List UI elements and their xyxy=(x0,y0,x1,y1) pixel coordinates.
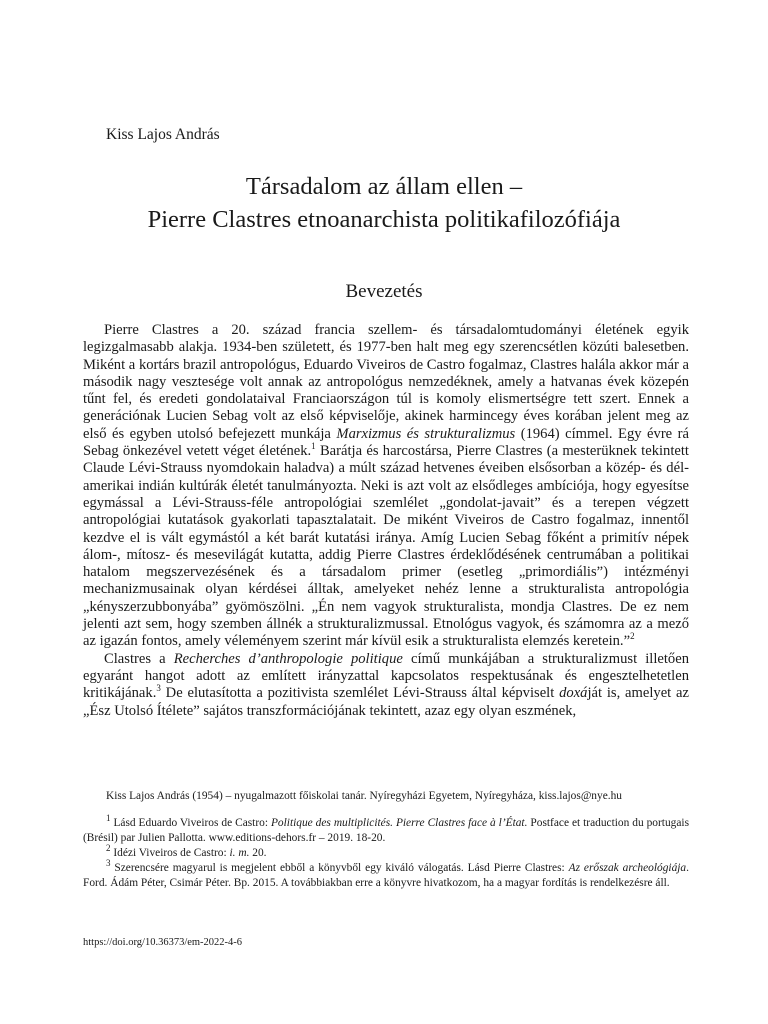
text-run: Postface et traduction du portugais (Brésil) par Julien Pallotta. www.editions-dehors.fr – 2019. 18-20. xyxy=(83,817,690,844)
article-title xyxy=(90,170,678,236)
footnote-ref[interactable]: 1 xyxy=(311,441,316,452)
text-run: című munkájában a strukturalizmust illetően egyaránt hangot adott az említett irányzattal kapcsolatos respektusának és engesztelhetetlen kritikájának. xyxy=(83,650,690,702)
text-run: (1964) címmel. Egy évre rá Sebag önkezével vetett véget életének. xyxy=(83,425,689,460)
paragraph-1 xyxy=(83,322,689,651)
author-name: Kiss Lajos András xyxy=(106,126,220,143)
text-run: Szerencsére magyarul is megjelent ebből a könyvből egy kiváló válogatás. Lásd Pierre Clastres: xyxy=(110,862,569,874)
title-line-2: Pierre Clastres etnoanarchista politikafilozófiája xyxy=(147,206,621,233)
italic-title: Recherches d’anthropologie politique xyxy=(173,650,403,667)
italic-term: doxá xyxy=(559,685,588,702)
italic-abbrev: i. m. xyxy=(229,847,250,859)
footnote-ref[interactable]: 3 xyxy=(156,683,161,694)
text-run: ját is, amelyet az „Ész Utolsó Ítélete” sajátos transzformációjának tekintett, azaz egy olyan eszmének, xyxy=(83,685,689,719)
italic-title: Az erőszak archeológiája xyxy=(568,862,687,874)
text-run: . Ford. Ádám Péter, Csimár Péter. Bp. 2015. A továbbiakban erre a könyvre hivatkozom, ha a magyar fordítás is rendelkezésre áll. xyxy=(83,862,689,889)
footnote-number: 1 xyxy=(106,813,111,824)
text-run: 20. xyxy=(249,847,267,859)
author-note: Kiss Lajos András (1954) – nyugalmazott főiskolai tanár. Nyíregyházi Egyetem, Nyíregyháza, kiss.lajos@nye.hu xyxy=(106,790,622,802)
text-run: Clastres a xyxy=(104,650,174,667)
footnote-number: 3 xyxy=(106,858,111,869)
footnote-ref[interactable]: 2 xyxy=(630,631,635,642)
text-run: Barátja és harcostársa, Pierre Clastres (a mesterüknek tekintett Claude Lévi-Strauss nyomdokain haladva) a múlt század hetvenes éveiben elsősorban a közép- és dél-amerikai indián kultúrák életét tanulmányozta. Neki is azt volt az elsődleges ambíciója, hogy egyesítse egymással a Lévi-Strauss-féle antropológiai szemlélet „gondolat-javait” és a terepen végzett antropológiai kutatások gyakorlati tapasztalatait. De miként Viveiros de Castro fogalmaz, innentől kezdve el is vált egymástól a két barát kutatási iránya. Amíg Lucien Sebag főként a primitív népek álom-, mítosz- és mesevilágát kutatta, addig Pierre Clastres érdeklődésének centrumában a politikai hatalom megszervezésének és a társadalom primer (esetleg „primordiális”) intézményi mechanizmusainak olyan kérdései álltak, amelyeket nehéz lenne a strukturalista antropológia „kényszerzubbonyába” gyömöszölni. „Én nem vagyok strukturalista, mondja Clastres. De ez nem jelenti azt sem, hogy szemben állnék a strukturalizmussal. Etnológus vagyok, és számomra az a mező az igazán fontos, amely véleményem szerint már kívül esik a strukturalista elemzés keretein.” xyxy=(83,443,689,650)
text-run: Idézi Viveiros de Castro: xyxy=(110,847,230,859)
italic-title: Marxizmus és strukturalizmus xyxy=(336,425,516,442)
title-line-1: Társadalom az állam ellen – xyxy=(245,173,523,200)
text-run: De elutasította a pozitivista szemlélet Lévi-Strauss által képviselt xyxy=(160,685,560,702)
paragraph-2 xyxy=(83,651,689,720)
footnote-2 xyxy=(83,843,689,861)
text-run: Pierre Clastres a 20. század francia szellem- és társadalomtudományi életének egyik legizgalmasabb alakja. 1934-ben született, és 1977-ben halt meg egy szerencsétlen közúti balesetben. Miként a kortárs brazil antropológus, Eduardo Viveiros de Castro fogalmaz, Clastres halála akkor már a második nagy vesztesége volt annak az antropológus nemzedéknek, amely a hatvanas évek közepén tűnt fel, és eredeti gondolataival Franciaországon túl is komoly elismertségre tett szert. Ennek a generációnak Lucien Sebag volt az első képviselője, akinek harmincegy éves korában jelent meg az első és egyben utolsó befejezett munkája xyxy=(83,322,689,442)
italic-title: Politique des multiplicités. Pierre Clastres face à l’État. xyxy=(270,817,528,829)
footnote-number: 2 xyxy=(106,843,111,854)
footnote-3 xyxy=(83,858,689,891)
footnote-1 xyxy=(83,813,690,846)
doi-link[interactable]: https://doi.org/10.36373/em-2022-4-6 xyxy=(83,937,243,948)
section-heading: Bevezetés xyxy=(345,281,423,302)
text-run: Lásd Eduardo Viveiros de Castro: xyxy=(110,817,271,829)
footnotes xyxy=(83,789,689,891)
body-text xyxy=(83,322,689,720)
